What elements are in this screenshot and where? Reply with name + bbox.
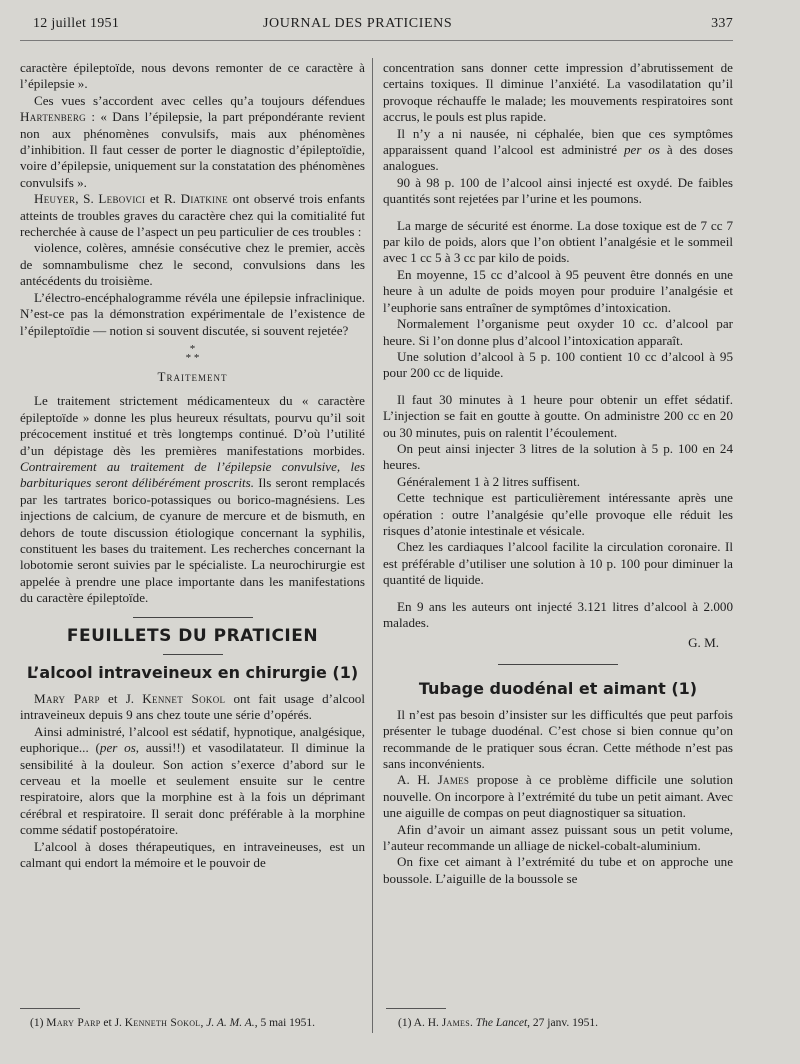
left-paragraph-6: Le traitement strictement médicamenteux du « caractère épileptoïde » donne les plus heureux résultats, pourvu qu’il soit précocement institué et très longtemps continué. D’où l’utilité d’un dépistage dès les premières manifestations morbides. Contrairement au traitement de l’épilepsie convulsive, les barbituriques seront délibérément proscrits. Ils seront remplacés par les tartrates borico-potassiques ou borico-magnésiens. Les injections de calcium, de cyanure de mercure et de bismuth, en dehors de toute discussion étiologique concernant la syphilis, constituent les bases du traitement. Les recherches concernant la lobotomie seront suivies par le spécialiste. La neurochirurgie est appelée à prendre une place importante dans les manifestations du caractère épileptoïde. [20, 393, 365, 606]
footnote-rule [20, 1008, 80, 1009]
right-paragraph-15: A. H. James propose à ce problème difficile une solution nouvelle. On incorpore à l’extrémité du tube un petit aimant. Avec une aiguille de compas on peut diagnostiquer sa situation. [383, 772, 733, 821]
footnote-rule [386, 1008, 446, 1009]
right-paragraph-10: Généralement 1 à 2 litres suffisent. [397, 473, 581, 489]
subheading-traitement: Traitement [157, 368, 228, 384]
signature: G. M. [688, 635, 719, 651]
header-journal-title: JOURNAL DES PRATICIENS [263, 16, 453, 31]
left-paragraph-8: Ainsi administré, l’alcool est sédatif, hypnotique, analgésique, euphorique... (per os, aussi!!) et vasodilatateur. Il diminue la sensibilité à la douleur. Son action s’exerce d’abord sur le cerveau et la moelle et seulement ensuite sur le centre respiratoire, alors que la morphine est à la fois un déprimant cérébral et respiratoire. Il serait donc préférable à la morphine comme sédatif postopératoire. [20, 723, 365, 838]
section-title: FEUILLETS DU PRATICIEN [66, 625, 319, 646]
right-paragraph-3: 90 à 98 p. 100 de l’alcool ainsi injecté est oxydé. De faibles quantités sont rejetées par l’urine et les poumons. [383, 174, 733, 207]
section-rule [498, 664, 618, 665]
header-rule [20, 40, 733, 41]
footnote-right: (1) A. H. James. The Lancet, 27 janv. 1951. [398, 1017, 598, 1029]
left-paragraph-1: caractère épileptoïde, nous devons remonter de ce caractère à l’épilepsie ». [20, 60, 365, 92]
left-paragraph-2: Ces vues s’accordent avec celles qu’a toujours défendues Hartenberg : « Dans l’épilepsie, la part prépondérante revient non aux phénomènes convulsifs, mais aux phénomènes d’inhibition. Il faut cesser de porter le diagnostic d’épileptoïdie, voire d’épilepsie, uniquement sur la constatation des phénomènes convulsifs ». [20, 92, 365, 190]
author-name: Mary Parp [34, 691, 100, 706]
section-rule [163, 654, 223, 655]
right-paragraph-5: En moyenne, 15 cc d’alcool à 95 peuvent être donnés en une heure à un adulte de poids moyen pour produire l’analgésie et l’euphorie sans entraîner de symptômes d’intoxication. [383, 266, 733, 315]
author-name: Hartenberg [20, 109, 86, 125]
right-paragraph-8: Il faut 30 minutes à 1 heure pour obtenir un effet sédatif. L’injection se fait en goutte à goutte. On administre 200 cc en 20 ou 30 minutes, puis on ralentit l’écoulement. [383, 391, 733, 440]
running-head [33, 16, 733, 38]
right-paragraph-11: Cette technique est particulièrement intéressante après une opération : outre l’analgésie qu’elle provoque elle réduit les risques d’atonie intestinale et vésicale. [383, 490, 733, 538]
right-paragraph-2: Il n’y a ni nausée, ni céphalée, bien que ces symptômes apparaissent quand l’alcool est administré per os à des doses analogues. [383, 125, 734, 174]
author-name: Heuyer [34, 191, 76, 207]
left-paragraph-7: Mary Parp et J. Kennet Sokol ont fait usage d’alcool intraveineux depuis 9 ans chez toute une série d’opérés. [20, 691, 365, 723]
right-paragraph-17: On fixe cet aimant à l’extrémité du tube et on approche une boussole. L’aiguille de la boussole se [383, 854, 733, 886]
header-page-number: 337 [711, 16, 733, 31]
right-paragraph-13: En 9 ans les auteurs ont injecté 3.121 litres d’alcool à 2.000 malades. [383, 598, 733, 630]
left-paragraph-3: Heuyer, S. Lebovici et R. Diatkine ont observé trois enfants atteints de troubles graves du caractère chez qui la comitialité fut recherchée à cause de l’aspect un peu particulier de ces troubles : [20, 191, 365, 240]
author-name: Diatkine [180, 191, 228, 207]
right-paragraph-16: Afin d’avoir un aimant assez puissant sous un petit volume, l’auteur recommande un alliage de nickel-cobalt-aluminium. [383, 821, 733, 854]
spacer [383, 589, 733, 599]
article-title-tubage: Tubage duodénal et aimant (1) [418, 678, 698, 698]
left-column [20, 60, 365, 871]
spacer [383, 208, 733, 218]
right-column [383, 60, 733, 887]
right-paragraph-12: Chez les cardiaques l’alcool facilite la circulation coronaire. Il est préférable d’utiliser une solution à 10 p. 100 pour diminuer la quantité de liquide. [383, 539, 733, 588]
right-paragraph-7: Une solution d’alcool à 5 p. 100 contient 10 cc d’alcool à 95 pour 200 cc de liquide. [383, 348, 733, 381]
right-paragraph-14: Il n’est pas besoin d’insister sur les difficultés que peut parfois présenter le tubage duodénal. C’est chose si bien connue qu’on recommande de le pratiquer sous écran. Cette méthode n’est pas sans inconvénients. [383, 706, 733, 772]
spacer [383, 382, 733, 392]
header-date: 12 juillet 1951 [33, 16, 120, 31]
author-name: James [437, 772, 470, 788]
left-paragraph-9: L’alcool à doses thérapeutiques, en intraveineuses, est un calmant qui endort la mémoire et le pouvoir de [20, 838, 365, 871]
left-paragraph-5: L’électro-encéphalogramme révéla une épilepsie infraclinique. N’est-ce pas la démonstration expérimentale de l’existence de l’épileptoïdie — notion si souvent discutée, si souvent rejetée? [20, 289, 365, 338]
right-paragraph-6: Normalement l’organisme peut oxyder 10 cc. d’alcool par heure. Si l’on donne plus d’alcool l’intoxication apparaît. [383, 316, 733, 348]
column-divider [372, 58, 373, 1033]
asterism: * * * [185, 342, 200, 364]
right-paragraph-9: On peut ainsi injecter 3 litres de la solution à 5 p. 100 en 24 heures. [383, 440, 733, 473]
author-name: Kennet Sokol [142, 691, 226, 706]
footnote-left: (1) Mary Parp et J. Kenneth Sokol, J. A. M. A., 5 mai 1951. [30, 1017, 316, 1029]
author-name: Lebovici [98, 191, 146, 207]
right-paragraph-1: concentration sans donner cette impression d’abrutissement de certains toxiques. Il diminue l’anxiété. La vasodilatation qu’il provoque réchauffe le malade; les mouvements respiratoires sont accrus, le pouls est plus rapide. [383, 60, 733, 125]
section-rule [133, 617, 253, 618]
left-paragraph-4: violence, colères, amnésie consécutive chez le premier, accès de somnambulisme chez le second, convulsions dans les antécédents du troisième. [20, 240, 365, 289]
right-paragraph-4: La marge de sécurité est énorme. La dose toxique est de 7 cc 7 par kilo de poids, alors que l’on obtient l’analgésie et le sommeil avec 1 cc 5 à 3 cc par kilo de poids. [383, 217, 733, 266]
article-title-alcool: L’alcool intraveineux en chirurgie (1) [26, 663, 359, 682]
